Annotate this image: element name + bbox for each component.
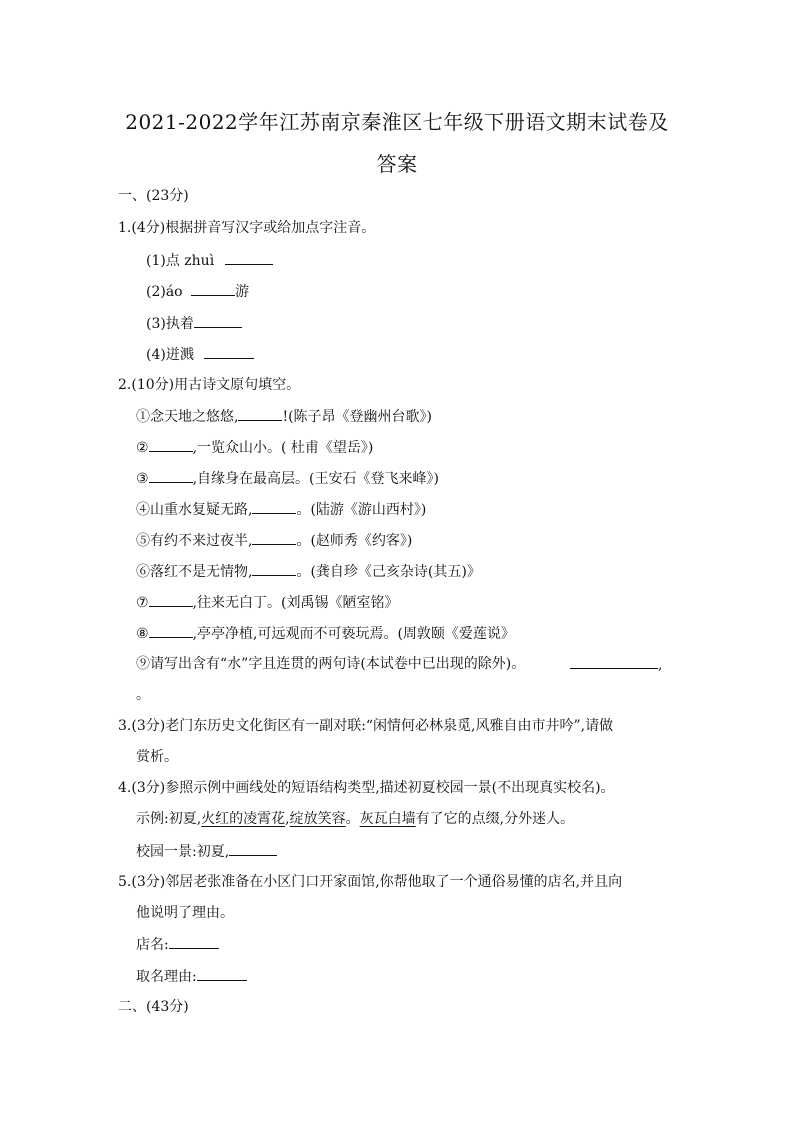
q3-line-2: 赏析。 (136, 749, 178, 765)
q4-example-post: 有了它的点缀,分外迷人。 (415, 811, 575, 827)
q4-example-underlined-2: 绽放笑容 (289, 811, 346, 827)
q5-shop-name (136, 934, 219, 955)
answer-blank[interactable] (149, 468, 193, 483)
q1-item-4 (146, 344, 254, 365)
q2-line-9-comma: , (658, 657, 663, 673)
q2-line-2 (136, 437, 373, 458)
answer-blank[interactable] (570, 654, 658, 669)
q2-line-4 (136, 499, 426, 520)
q5-reason (136, 966, 247, 987)
q2-line-9 (136, 654, 525, 674)
q4-example-underlined-3: 灰瓦白墙 (359, 811, 416, 827)
answer-blank[interactable] (225, 250, 273, 265)
q2-line-3 (136, 468, 439, 489)
answer-blank[interactable] (194, 313, 242, 328)
q2-line-1-pre: ①念天地之悠悠, (136, 409, 239, 425)
q2-line-5-post: 。(赵师秀《约客》) (296, 533, 413, 549)
q2-line-1-post: !(陈子昂《登幽州台歌》) (282, 409, 433, 425)
section-1-heading: 一、(23分) (118, 188, 189, 204)
answer-blank[interactable] (149, 592, 193, 607)
q1-item-2-post: 游 (235, 284, 250, 300)
q4-example-pre: 示例:初夏, (136, 811, 202, 827)
q2-line-2-pre: ② (136, 440, 149, 456)
q2-line-7-post: ,往来无白丁。(刘禹锡《陋室铭》 (192, 595, 399, 611)
q2-line-5 (136, 530, 412, 551)
q1-item-2 (146, 281, 249, 302)
q4-example-underlined-1: 火红的凌霄花 (201, 811, 286, 827)
answer-blank[interactable] (252, 499, 296, 514)
q2-line-2-post: ,一览众山小。( 杜甫《望岳》) (192, 440, 374, 456)
q4-example-mid-2: 。 (345, 811, 360, 827)
answer-blank[interactable] (197, 966, 247, 981)
answer-blank[interactable] (252, 530, 296, 545)
doc-title-line2: 答案 (376, 152, 418, 176)
answer-blank[interactable] (191, 281, 235, 296)
q2-line-9-answer (570, 654, 662, 675)
q4-example (136, 809, 574, 829)
answer-blank[interactable] (169, 934, 219, 949)
q1-item-3 (146, 313, 242, 334)
q2-line-7 (136, 592, 398, 613)
q1-item-3-text: (3)执着 (146, 316, 194, 332)
q5-line-2: 他说明了理由。 (136, 905, 234, 921)
q2-line-6 (136, 561, 481, 582)
answer-blank[interactable] (238, 406, 282, 421)
q2-line-8 (136, 623, 515, 644)
q2-line-9-end: 。 (136, 687, 150, 703)
doc-title-line1: 2021-2022学年江苏南京秦淮区七年级下册语文期末试卷及 (125, 110, 669, 134)
answer-blank[interactable] (204, 344, 254, 359)
answer-blank[interactable] (149, 437, 193, 452)
q2-line-7-pre: ⑦ (136, 595, 149, 611)
section-2-heading: 二、(43分) (118, 999, 189, 1015)
answer-blank[interactable] (252, 561, 296, 576)
q2-line-4-post: 。(陆游《游山西村》) (296, 502, 427, 518)
q2-line-6-post: 。(龚自珍《己亥杂诗(其五)》 (296, 564, 481, 580)
q2-line-8-post: ,亭亭净植,可远观而不可亵玩焉。(周敦颐《爱莲说》 (192, 626, 515, 642)
q5-reason-label: 取名理由: (136, 969, 197, 985)
q2-line-3-pre: ③ (136, 471, 149, 487)
q2-line-5-pre: ⑤有约不来过夜半, (136, 533, 253, 549)
q2-stem: 2.(10分)用古诗文原句填空。 (118, 377, 301, 393)
q2-line-3-post: ,自缘身在最高层。(王安石《登飞来峰》) (192, 471, 439, 487)
q2-line-1 (136, 406, 432, 427)
q4-line-1: 4.(3分)参照示例中画线处的短语结构类型,描述初夏校园一景(不出现真实校名)。 (118, 780, 615, 796)
q5-shop-name-label: 店名: (136, 937, 169, 953)
q5-line-1: 5.(3分)邻居老张准备在小区门口开家面馆,你帮他取了一个通俗易懂的店名,并且向 (118, 874, 623, 890)
q1-item-1 (146, 250, 273, 271)
q1-item-1-text: (1)点 zhuì (146, 253, 215, 269)
answer-blank[interactable] (149, 623, 193, 638)
q2-line-8-pre: ⑧ (136, 626, 149, 642)
q1-stem: 1.(4分)根据拼音写汉字或给加点字注音。 (118, 220, 376, 236)
answer-blank[interactable] (229, 841, 277, 856)
q2-line-9-text: ⑨请写出含有“水”字且连贯的两句诗(本试卷中已出现的除外)。 (136, 656, 526, 672)
q4-answer-pre: 校园一景:初夏, (136, 844, 230, 860)
q4-example-mid-1: , (285, 811, 290, 827)
q2-line-6-pre: ⑥落红不是无情物, (136, 564, 253, 580)
q3-line-1: 3.(3分)老门东历史文化街区有一副对联:“闲情何必林泉觅,风雅自由市井吟”,请做 (118, 718, 614, 734)
q1-item-2-pre: (2)áo (146, 284, 183, 300)
q1-item-4-text: (4)迸溅 (146, 347, 194, 363)
q4-answer (136, 841, 277, 862)
q2-line-4-pre: ④山重水复疑无路, (136, 502, 253, 518)
